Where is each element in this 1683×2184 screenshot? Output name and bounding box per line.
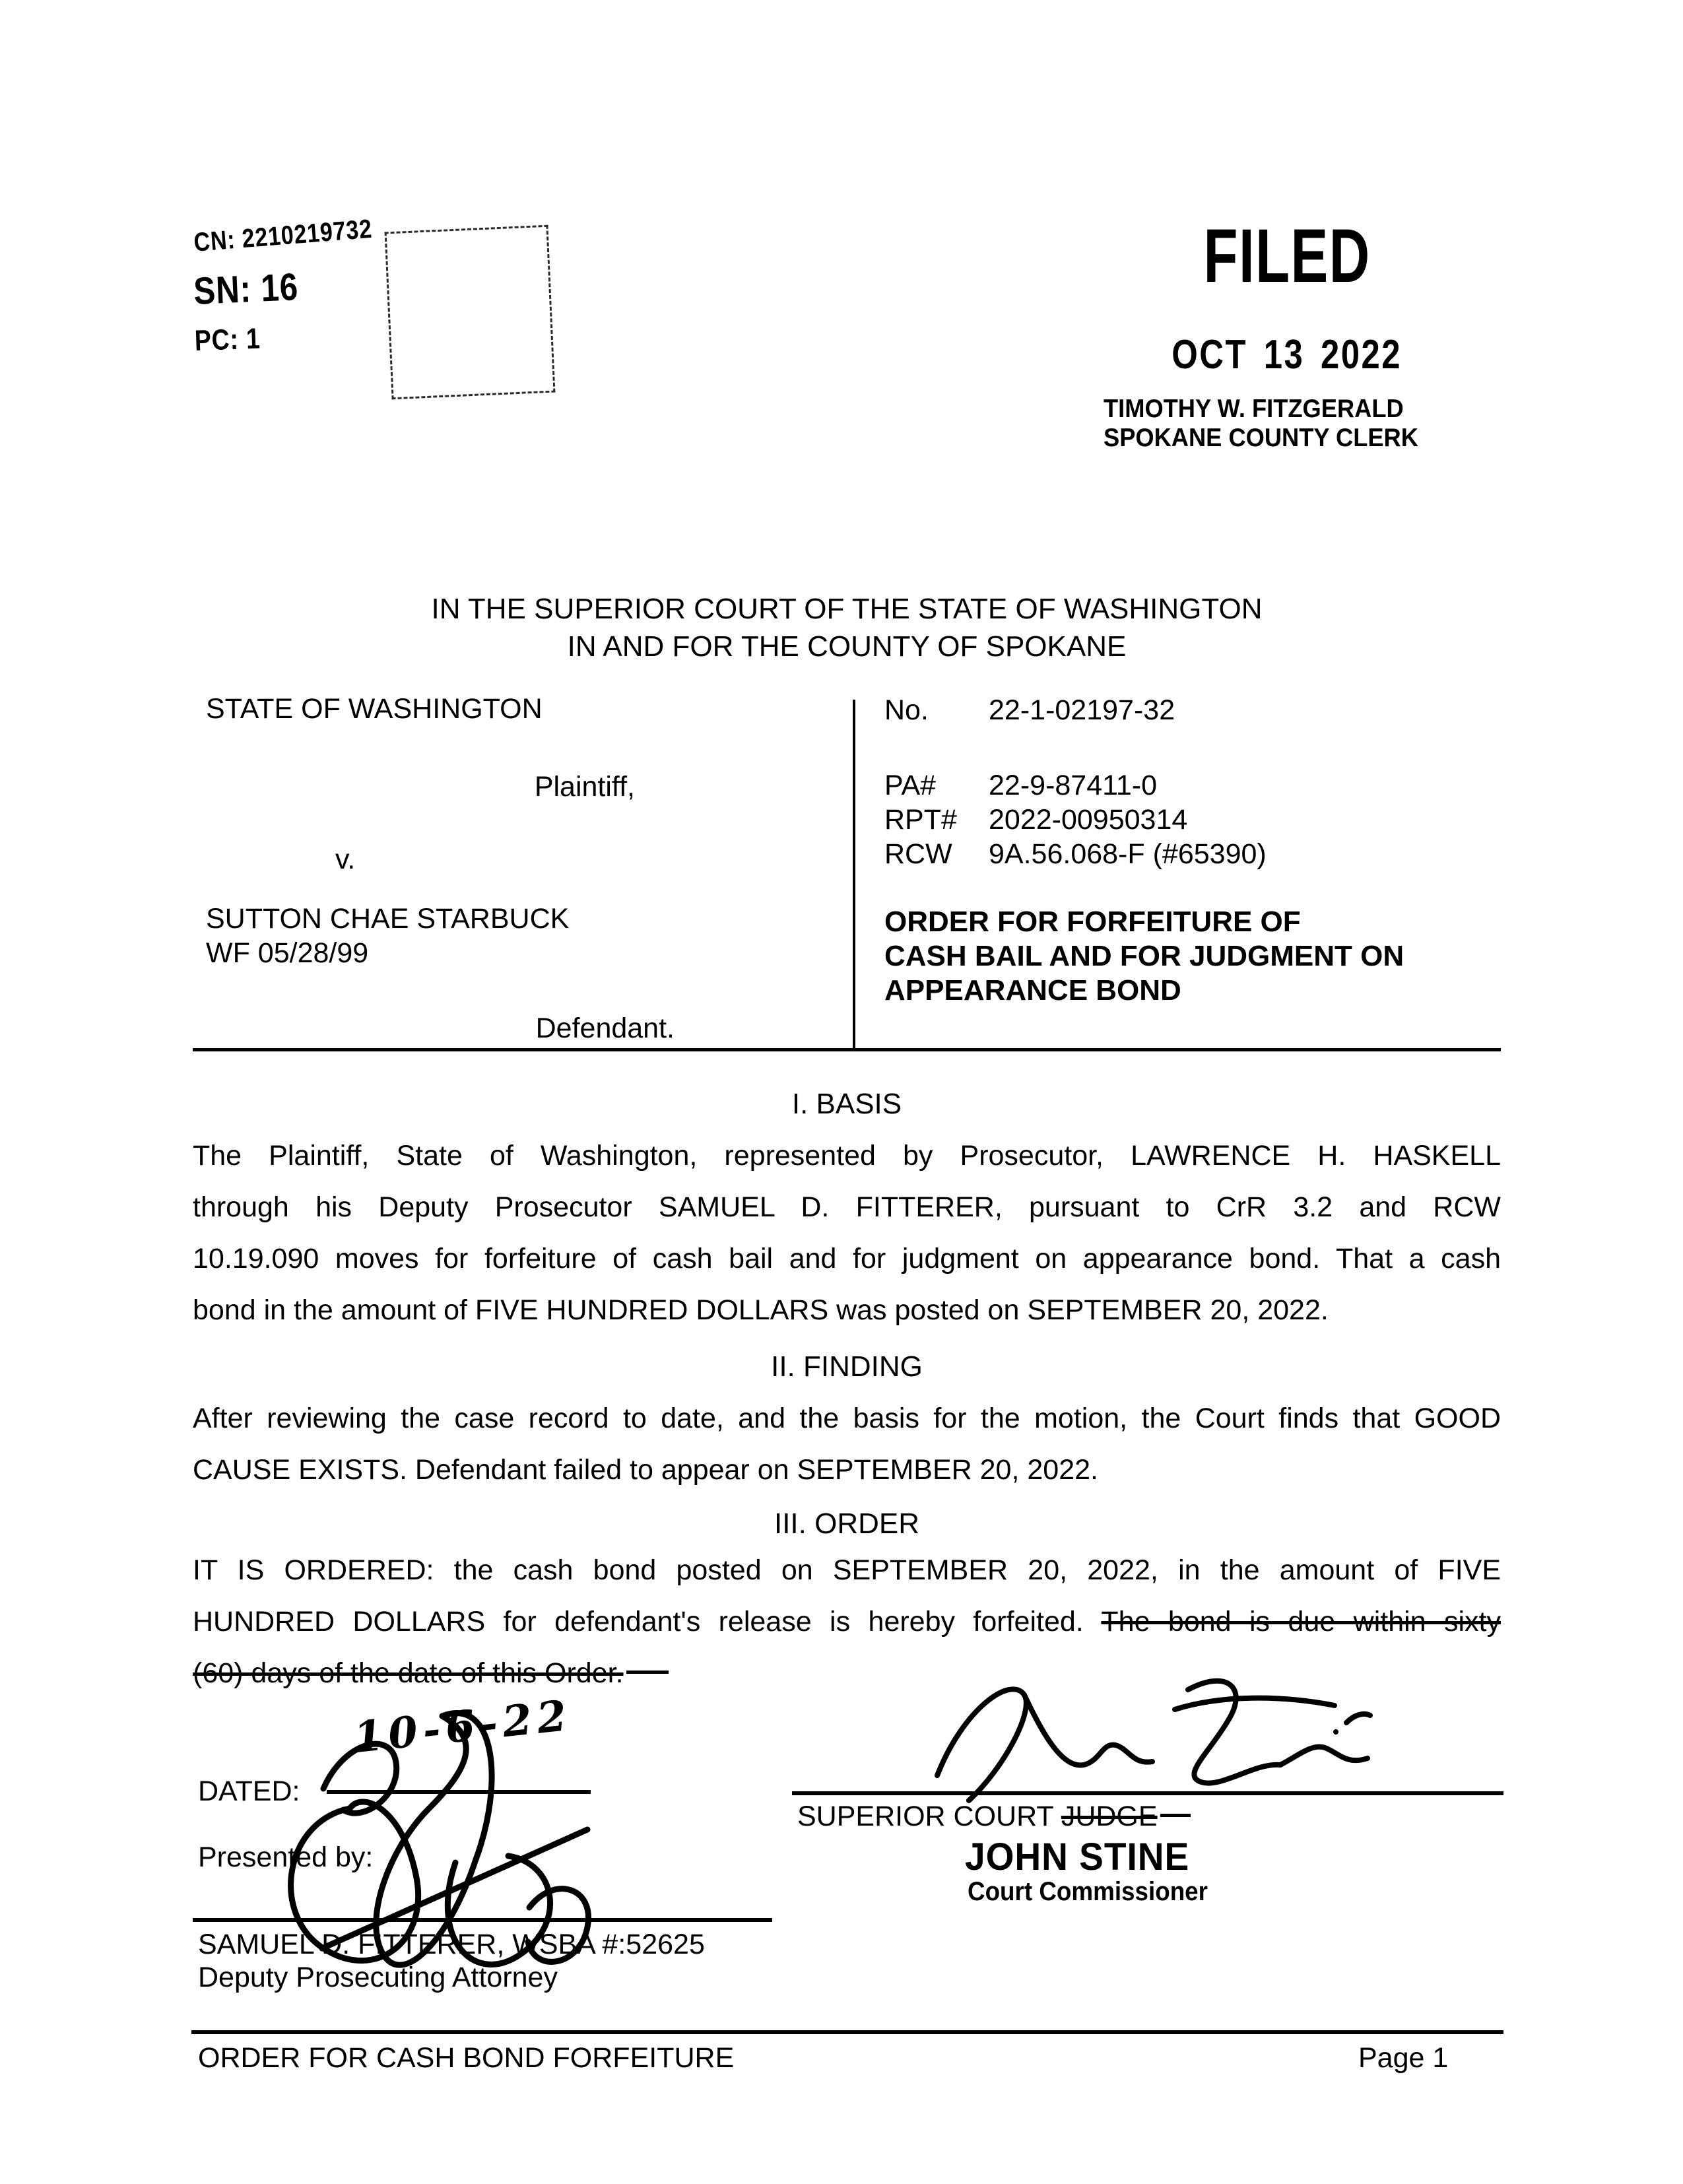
rpt-number-row [884, 804, 1187, 836]
sn-stamp: SN: 16 [193, 265, 300, 313]
order-line: IT IS ORDERED: the cash bond posted on SEPTEMBER 20, 2022, in the amount of FIVE [193, 1554, 1501, 1586]
caption-horizontal-divider [193, 1048, 1501, 1051]
pa-number-value: 22-9-87411-0 [989, 770, 1157, 801]
basis-line: 10.19.090 moves for forfeiture of cash bail and for judgment on appearance bond. That a cash [193, 1243, 1501, 1274]
court-heading-line1: IN THE SUPERIOR COURT OF THE STATE OF WASHINGTON [431, 593, 1263, 625]
finding-line: After reviewing the case record to date, and the basis for the motion, the Court finds that GOOD [193, 1403, 1501, 1434]
clerk-stamp-block [1104, 395, 1473, 453]
basis-line: through his Deputy Prosecutor SAMUEL D. FITTERER, pursuant to CrR 3.2 and RCW [193, 1191, 1501, 1223]
strikethrough-text: The bond is due within sixty [1101, 1606, 1501, 1638]
caption-vertical-divider [853, 700, 855, 1049]
pa-number-label: PA# [884, 770, 937, 801]
rcw-label: RCW [884, 838, 952, 870]
stamp-box-outline [385, 225, 556, 400]
filed-stamp-block [1082, 213, 1492, 378]
order-title-line3: APPEARANCE BOND [884, 974, 1181, 1007]
case-number-label: No. [884, 694, 929, 726]
versus: v. [335, 844, 356, 875]
judge-name-stamp [965, 1835, 1201, 1879]
judge-role-stamp [968, 1877, 1229, 1907]
clerk-name: TIMOTHY W. FITZGERALD [1104, 395, 1404, 423]
attorney-name: SAMUEL D. FITTERER, WSBA #:52625 [198, 1929, 705, 1960]
defendant-descriptor: WF 05/28/99 [206, 937, 369, 969]
attorney-signature-line [193, 1918, 772, 1922]
pa-number-row [884, 770, 1157, 802]
basis-heading: I. BASIS [791, 1088, 902, 1120]
defendant-role: Defendant. [535, 1012, 675, 1044]
plaintiff-name: STATE OF WASHINGTON [206, 693, 543, 725]
judge-title-text: SUPERIOR COURT [797, 1801, 1061, 1832]
filed-stamp: FILED [1203, 214, 1371, 298]
judge-role-text: Court Commissioner [968, 1877, 1208, 1906]
clerk-title: SPOKANE COUNTY CLERK [1104, 424, 1418, 452]
basis-paragraph [193, 1130, 1501, 1336]
basis-line: The Plaintiff, State of Washington, represented by Prosecutor, LAWRENCE H. HASKELL [193, 1140, 1501, 1172]
finding-line: CAUSE EXISTS. Defendant failed to appear on SEPTEMBER 20, 2022. [193, 1454, 1098, 1486]
attorney-title: Deputy Prosecuting Attorney [198, 1962, 558, 1993]
filed-date-stamp [1082, 331, 1492, 378]
order-heading: III. ORDER [774, 1507, 920, 1540]
rcw-row [884, 838, 1267, 871]
case-number-stamp: CN: 2210219732 [193, 214, 374, 257]
strike-tail [626, 1671, 669, 1674]
court-heading-line2: IN AND FOR THE COUNTY OF SPOKANE [567, 630, 1127, 663]
strike-tail [1160, 1814, 1191, 1817]
strikethrough-text: (60) days of the date of this Order. [193, 1657, 624, 1689]
dated-handwriting: 10-6-22 [351, 1690, 574, 1763]
order-title-line1: ORDER FOR FORFEITURE OF [884, 906, 1301, 938]
footer-divider [191, 2030, 1503, 2034]
presented-by-label: Presented by: [198, 1841, 374, 1873]
rcw-value: 9A.56.068-F (#65390) [989, 838, 1267, 870]
case-number-row [884, 694, 1175, 727]
footer-title: ORDER FOR CASH BOND FORFEITURE [198, 2042, 735, 2074]
finding-paragraph [193, 1393, 1501, 1496]
basis-line: bond in the amount of FIVE HUNDRED DOLLARS was posted on SEPTEMBER 20, 2022. [193, 1294, 1329, 1326]
plaintiff-role: Plaintiff, [534, 771, 635, 803]
filed-date-text: OCT 13 2022 [1172, 332, 1402, 378]
judge-name-text: JOHN STINE [965, 1836, 1190, 1878]
judge-signature-line [792, 1791, 1503, 1795]
rpt-number-value: 2022-00950314 [989, 804, 1188, 836]
page-number: Page 1 [1358, 2042, 1449, 2074]
order-line [193, 1596, 1501, 1647]
defendant-name: SUTTON CHAE STARBUCK [206, 903, 570, 935]
case-number-value: 22-1-02197-32 [989, 694, 1175, 726]
dated-label: DATED: [198, 1775, 300, 1807]
finding-heading: II. FINDING [771, 1350, 923, 1383]
pc-stamp: PC: 1 [194, 322, 261, 357]
judge-title [797, 1801, 1191, 1833]
judge-title-struck: JUDGE [1061, 1801, 1158, 1832]
order-title-line2: CASH BAIL AND FOR JUDGMENT ON [884, 940, 1404, 972]
rpt-number-label: RPT# [884, 804, 957, 836]
order-line2-text: HUNDRED DOLLARS for defendant's release is hereby forfeited. [193, 1606, 1102, 1638]
